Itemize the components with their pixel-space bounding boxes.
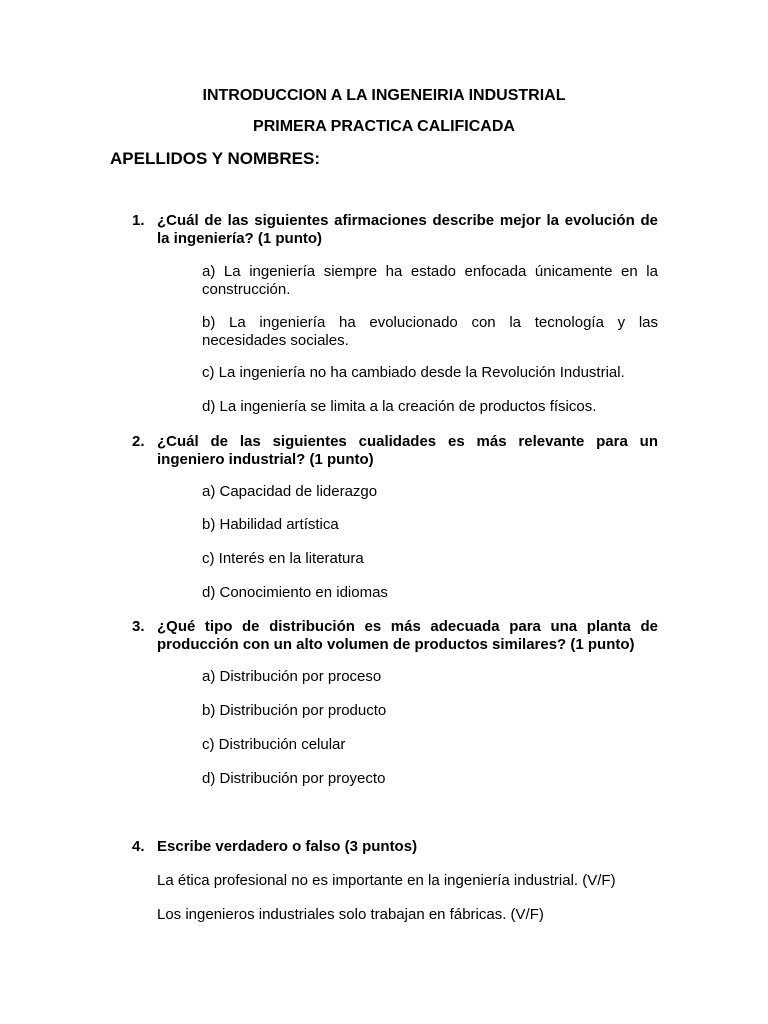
option-2a: a) Capacidad de liderazgo: [202, 483, 378, 500]
option-1c: c) La ingeniería no ha cambiado desde la Revolución Industrial.: [202, 364, 625, 381]
question-number: 2.: [132, 433, 145, 450]
question-4: [132, 838, 658, 856]
exam-title: PRIMERA PRACTICA CALIFICADA: [253, 118, 515, 135]
question-2: [132, 433, 658, 468]
option-3a: a) Distribución por proceso: [202, 668, 382, 685]
option-2d: d) Conocimiento en idiomas: [202, 584, 388, 601]
option-3b: b) Distribución por producto: [202, 702, 387, 719]
option-1b: b) La ingeniería ha evolucionado con la tecnología y las necesidades sociales.: [202, 314, 658, 349]
option-1d: d) La ingeniería se limita a la creación de productos físicos.: [202, 398, 597, 415]
option-3c: c) Distribución celular: [202, 736, 346, 753]
option-1a: a) La ingeniería siempre ha estado enfocada únicamente en la construcción.: [202, 263, 658, 298]
true-false-statement-1: La ética profesional no es importante en la ingeniería industrial. (V/F): [157, 872, 616, 889]
question-number: 4.: [132, 838, 145, 855]
question-text: Escribe verdadero o falso (3 puntos): [157, 838, 418, 855]
course-title: INTRODUCCION A LA INGENEIRIA INDUSTRIAL: [202, 87, 566, 104]
question-3: [132, 618, 658, 653]
option-2c: c) Interés en la literatura: [202, 550, 364, 567]
question-text: ¿Cuál de las siguientes cualidades es más relevante para un ingeniero industrial? (1 punto): [157, 433, 658, 468]
true-false-statement-2: Los ingenieros industriales solo trabajan en fábricas. (V/F): [157, 906, 544, 923]
option-3d: d) Distribución por proyecto: [202, 770, 386, 787]
name-field-label: APELLIDOS Y NOMBRES:: [110, 149, 321, 168]
option-2b: b) Habilidad artística: [202, 516, 339, 533]
question-text: ¿Qué tipo de distribución es más adecuada para una planta de producción con un alto volumen de productos similares? (1 punto): [157, 618, 658, 653]
question-number: 3.: [132, 618, 145, 635]
question-text: ¿Cuál de las siguientes afirmaciones describe mejor la evolución de la ingeniería? (1 punto): [157, 212, 658, 247]
question-number: 1.: [132, 212, 145, 229]
question-1: [132, 212, 658, 247]
